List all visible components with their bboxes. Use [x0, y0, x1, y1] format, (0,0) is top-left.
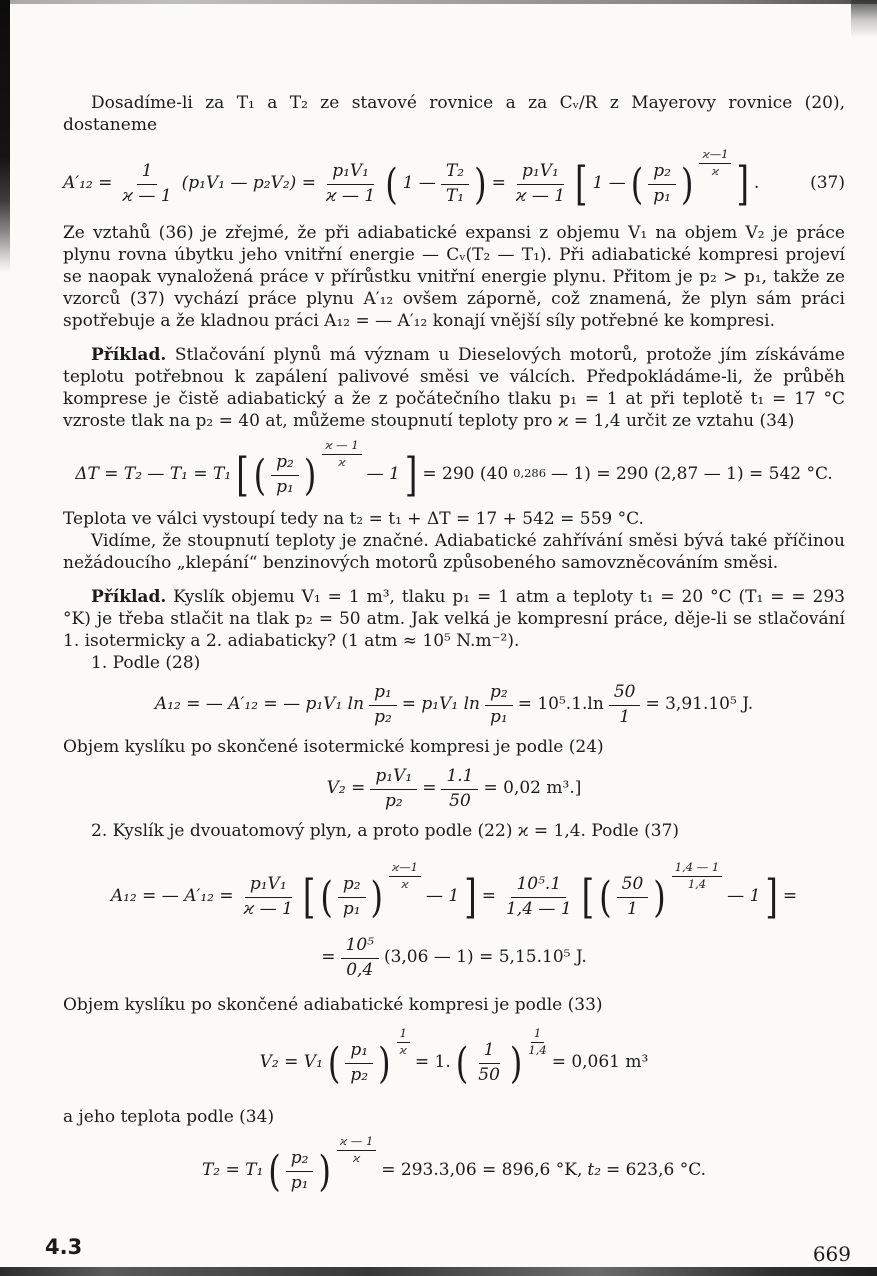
numerator: ϰ—1 [389, 861, 421, 876]
math-superscript: 0,286 [513, 466, 547, 481]
math-text: = 623,6 °C. [606, 1160, 707, 1181]
numerator: p₁V₁ [245, 875, 292, 898]
paragraph-intro: Dosadíme-li za T₁ a T₂ ze stavové rovnice a za Cᵥ/R z Mayerovy rovnice (20), dostaneme [63, 93, 845, 135]
numerator: ϰ — 1 [337, 1135, 376, 1150]
math-text: 1 — [402, 173, 436, 194]
equation-a12-adiabatic-line1 [63, 850, 845, 934]
section-number: 4.3 [45, 1235, 83, 1259]
denominator: ϰ — 1 [243, 898, 293, 919]
paragraph-objem-isotermicky: Objem kyslíku po skončené isotermické kompresi je podle (24) [63, 737, 604, 757]
example1-label: Příklad. [91, 345, 167, 365]
math-text: — 1) = 290 (2,87 — 1) = 542 °C. [551, 464, 833, 485]
denominator: 1 [627, 898, 638, 919]
math-fraction [473, 1041, 505, 1085]
math-text: = [481, 886, 496, 907]
numerator: 1 [397, 1027, 410, 1042]
math-delimiter: ) [370, 871, 384, 923]
text-column [63, 92, 845, 1200]
denominator: 1,4 [687, 876, 707, 891]
numerator: p₁ [345, 1041, 373, 1064]
denominator: ϰ — 1 [515, 185, 566, 206]
math-fraction [338, 875, 366, 919]
math-text: A′₁₂ = [63, 173, 113, 194]
math-delimiter: ] [736, 157, 749, 211]
math-delimiter: ) [509, 1037, 523, 1089]
math-text: ΔT = T₂ — T₁ = T₁ [75, 464, 232, 485]
math-fraction [345, 1041, 373, 1085]
math-text: = 0,061 m³ [551, 1052, 649, 1073]
denominator: p₁ [290, 1172, 309, 1193]
denominator: ϰ — 1 [325, 185, 376, 206]
numerator: 10⁵ [341, 936, 379, 959]
math-text: = [422, 778, 437, 799]
math-fraction [511, 162, 570, 206]
denominator: ϰ [353, 1150, 361, 1165]
denominator: ϰ — 1 [122, 185, 172, 206]
numerator: p₁V₁ [327, 162, 374, 185]
denominator: 50 [449, 790, 471, 811]
math-fraction [617, 875, 649, 919]
math-delimiter: [ [236, 448, 249, 502]
scan-artifact-left-edge [0, 0, 10, 272]
equation-a12-isothermal [63, 678, 845, 732]
example2-label: Příklad. [91, 587, 167, 607]
paragraph-step1: 1. Podle (28) [91, 653, 201, 673]
math-text: (p₁V₁ — p₂V₂) = [181, 173, 316, 194]
math-exponent-fraction [397, 1027, 410, 1056]
math-fraction [321, 162, 380, 206]
math-delimiter: ) [680, 158, 694, 210]
paragraph-example-diesel [63, 344, 845, 432]
math-text: = [782, 886, 798, 907]
math-fraction [117, 162, 176, 206]
math-fraction [341, 936, 379, 980]
math-text: = 290 (40 [422, 464, 509, 485]
math-fraction [370, 767, 417, 811]
math-text: = [491, 173, 506, 194]
equation-a12-adiabatic-line2 [63, 934, 845, 982]
paragraph-objem-adiabaticky: Objem kyslíku po skončené adiabatické kompresi je podle (33) [63, 995, 603, 1015]
math-delimiter: ) [318, 1145, 331, 1197]
equation-number: (37) [810, 173, 845, 194]
math-text: = [321, 947, 336, 968]
equation-t2 [63, 1134, 845, 1200]
math-delimiter: ) [474, 158, 487, 210]
math-fraction [441, 767, 478, 811]
math-exponent-fraction [528, 1027, 546, 1056]
denominator: p₁ [490, 706, 508, 727]
math-fraction [648, 162, 676, 206]
math-fraction [271, 453, 299, 497]
math-fraction [239, 875, 298, 919]
denominator: ϰ [711, 163, 720, 178]
math-delimiter: ( [268, 1145, 281, 1197]
math-exponent-fraction [337, 1135, 376, 1164]
math-text: (3,06 — 1) = 5,15.10⁵ J. [383, 947, 587, 968]
numerator: T₂ [441, 162, 469, 185]
math-text: = 3,91.10⁵ J. [645, 694, 754, 715]
denominator: 1,4 — 1 [505, 898, 572, 919]
math-fraction [485, 683, 513, 727]
denominator: 1 [619, 706, 631, 727]
equation-delta-t [63, 436, 845, 506]
denominator: ϰ [338, 454, 346, 469]
numerator: p₂ [485, 683, 513, 706]
scan-artifact-bottom-edge [0, 1267, 877, 1276]
equation-v2-isothermal [63, 762, 845, 816]
numerator: 1.1 [441, 767, 478, 790]
numerator: ϰ — 1 [322, 439, 361, 454]
math-text: — 1 [366, 464, 400, 485]
numerator: p₂ [648, 162, 676, 185]
numerator: p₂ [338, 875, 366, 898]
math-delimiter: [ [581, 870, 595, 924]
math-fraction [441, 162, 469, 206]
math-delimiter: ] [765, 870, 778, 924]
denominator: 50 [478, 1064, 500, 1085]
math-exponent-fraction [389, 861, 421, 890]
numerator: 1 [137, 162, 158, 185]
math-text: T₂ = T₁ [201, 1160, 264, 1181]
numerator: p₂ [271, 453, 299, 476]
example2-text: Kyslík objemu V₁ = 1 m³, tlaku p₁ = 1 atm a teploty t₁ = 20 °C (T₁ = = 293 °K) je třeba stlačit na tlak p₂ = 50 atm. Jak velká je kompresní práce, děje-li se stlačování 1. isotermicky a 2. adiabaticky? (1 atm ≈ 10⁵ N.m⁻²). [63, 587, 845, 651]
math-delimiter: ( [630, 158, 644, 210]
math-delimiter: ( [327, 1037, 341, 1089]
math-delimiter: ( [385, 158, 398, 210]
denominator: T₁ [445, 185, 465, 206]
numerator: p₁ [369, 683, 397, 706]
math-delimiter: ) [378, 1037, 391, 1089]
numerator: 10⁵.1 [511, 875, 566, 898]
paragraph-jeho-teplota: a jeho teplota podle (34) [63, 1107, 275, 1127]
denominator: p₂ [350, 1064, 369, 1085]
math-delimiter: ] [464, 870, 477, 924]
equation-37 [63, 148, 845, 220]
numerator: 50 [609, 683, 641, 706]
math-exponent-fraction [672, 861, 722, 890]
denominator: 1,4 [528, 1042, 547, 1057]
paragraph-vidime: Vidíme, že stoupnutí teploty je značné. Adiabatické zahřívání směsi bývá také příčinou nežádoucího „klepání“ benzinových motorů způsobeného samovzněcováním směsi. [63, 531, 845, 573]
scan-artifact-top-right-edge [851, 0, 877, 38]
numerator: 1,4 — 1 [672, 861, 722, 876]
math-delimiter: [ [302, 870, 316, 924]
math-text: = p₁V₁ ln [401, 694, 480, 715]
denominator: ϰ [399, 1042, 407, 1057]
page-number: 669 [812, 1242, 851, 1266]
math-text: = 293.3,06 = 896,6 °K, [381, 1160, 583, 1181]
math-text: A₁₂ = — A′₁₂ = [110, 886, 234, 907]
math-delimiter: ) [653, 871, 666, 923]
math-fraction [286, 1149, 314, 1193]
math-text: t₂ [587, 1160, 602, 1181]
math-text: A₁₂ = — A′₁₂ = — p₁V₁ ln [154, 694, 365, 715]
math-text: = 1. [414, 1052, 451, 1073]
math-text: 1 — [592, 173, 626, 194]
math-fraction [501, 875, 577, 919]
math-exponent-fraction [699, 148, 731, 177]
math-delimiter: ( [599, 871, 612, 923]
math-text: — 1 [426, 886, 460, 907]
math-text: = 10⁵.1.ln [517, 694, 604, 715]
denominator: p₁ [276, 476, 294, 497]
numerator: 1 [479, 1041, 500, 1064]
math-delimiter: ] [404, 448, 418, 502]
math-fraction [609, 683, 641, 727]
paragraph-teplota-valce: Teplota ve válci vystoupí tedy na t₂ = t₁ + ΔT = 17 + 542 = 559 °C. [63, 509, 644, 529]
math-fraction [369, 683, 397, 727]
equation-v2-adiabatic [63, 1024, 845, 1094]
math-text: = 0,02 m³.] [483, 778, 582, 799]
denominator: 0,4 [346, 959, 374, 980]
denominator: p₂ [384, 790, 403, 811]
math-text: . [753, 173, 760, 194]
numerator: 1 [531, 1027, 544, 1042]
numerator: 50 [617, 875, 649, 898]
denominator: ϰ [401, 876, 409, 891]
math-text: V₂ = [326, 778, 366, 799]
numerator: ϰ—1 [699, 148, 731, 163]
numerator: p₁V₁ [370, 767, 417, 790]
paragraph-adiabatic-discussion: Ze vztahů (36) je zřejmé, že při adiabatické expansi z objemu V₁ na objem V₂ je práce plynu rovna úbytku jeho vnitřní energie — Cᵥ(T₂ — T₁). Při adiabatické kompresi projeví se naopak vynaložená práce v přírůstku vnitřní energie plynu. Přitom je p₂ > p₁, takže ze vzorců (37) vychází práce plynu A′₁₂ ovšem záporně, což znamená, že plyn sám práci spotřebuje a že kladnou práci A₁₂ = — A′₁₂ konají vnější síly potřebné ke kompresi. [63, 223, 845, 331]
example1-text: Stlačování plynů má význam u Dieselových motorů, protože jím získáváme teplotu potřebnou k zapálení palivové směsi ve válcích. Předpokládáme-li, že průběh komprese je čistě adiabatický a že z počátečního tlaku p₁ = 1 at při teplotě t₁ = 17 °C vzroste tlak na p₂ = 40 at, můžeme stoupnutí teploty pro ϰ = 1,4 určit ze vztahu (34) [63, 345, 845, 431]
denominator: p₁ [342, 898, 361, 919]
math-delimiter: ( [455, 1037, 469, 1089]
scan-artifact-top-edge [0, 0, 877, 4]
math-text: V₂ = V₁ [259, 1052, 323, 1073]
denominator: p₂ [374, 706, 392, 727]
numerator: p₁V₁ [517, 162, 564, 185]
math-delimiter: ( [320, 871, 333, 923]
paragraph-example-oxygen [63, 586, 845, 652]
math-delimiter: ( [253, 449, 267, 501]
paragraph-step2: 2. Kyslík je dvouatomový plyn, a proto podle (22) ϰ = 1,4. Podle (37) [91, 821, 680, 841]
denominator: p₁ [653, 185, 671, 206]
math-exponent-fraction [322, 439, 361, 468]
math-text: — 1 [727, 886, 761, 907]
math-delimiter: [ [575, 157, 588, 211]
math-delimiter: ) [303, 449, 317, 501]
numerator: p₂ [286, 1149, 314, 1172]
